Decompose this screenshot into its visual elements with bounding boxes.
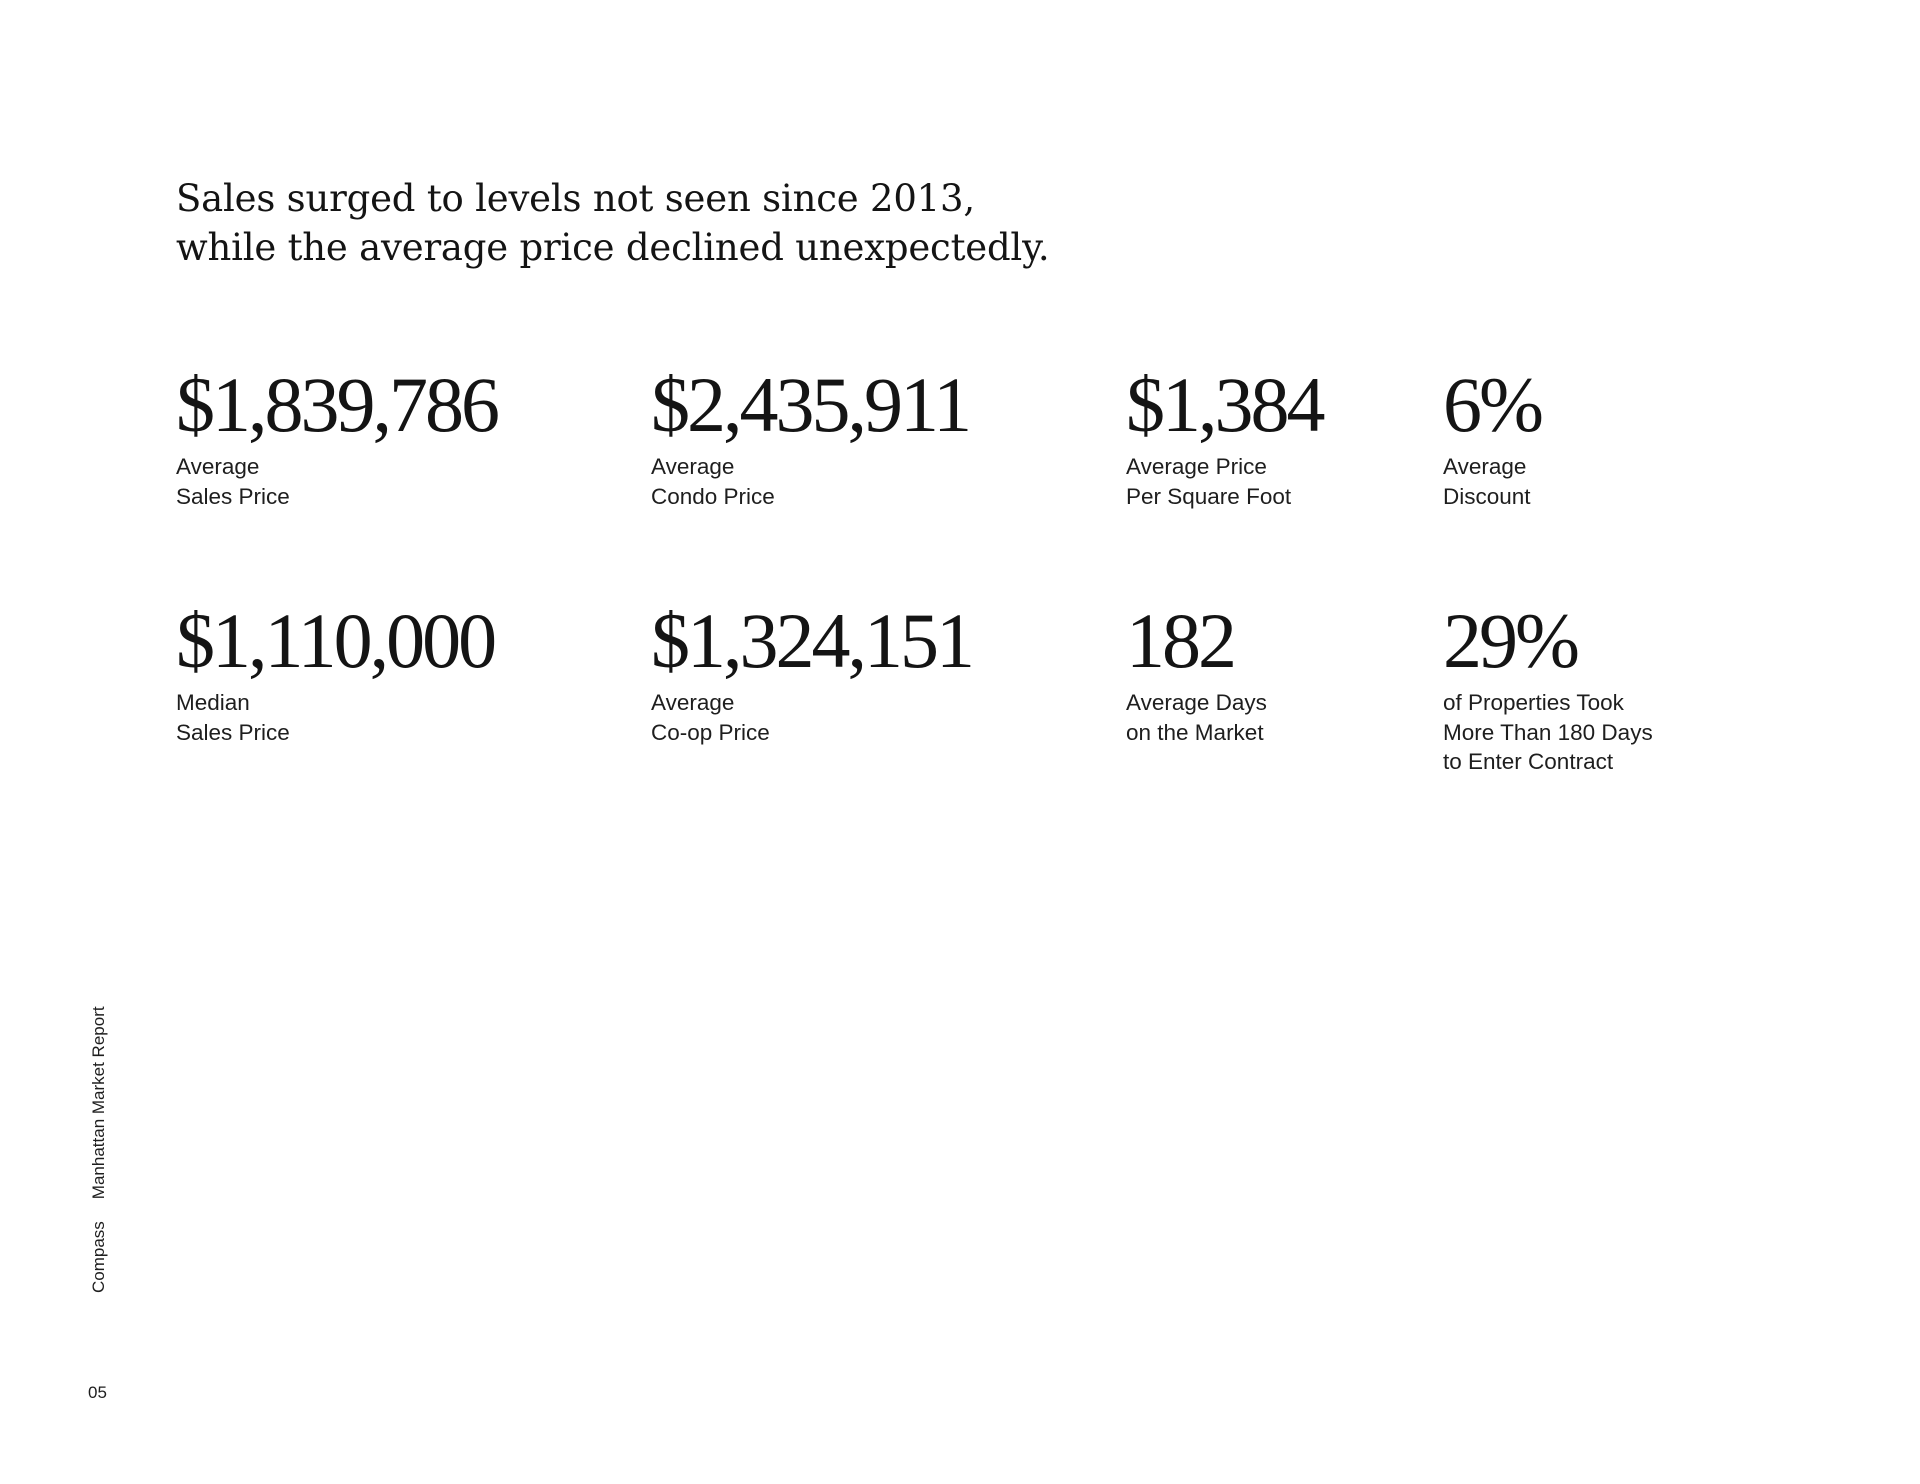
stat-average-discount: [1443, 361, 1743, 511]
stat-label: [1126, 452, 1426, 511]
headline-line-1: Sales surged to levels not seen since 2013,: [176, 177, 975, 220]
stat-label: [1126, 688, 1426, 747]
stat-label: [1443, 688, 1743, 777]
stat-average-condo-price: [651, 361, 970, 511]
page-number: 05: [88, 1383, 107, 1402]
stat-average-price-per-square-foot: [1126, 361, 1426, 511]
stat-median-sales-price: [176, 597, 495, 747]
stat-label-line: to Enter Contract: [1443, 749, 1614, 774]
stat-label: [1443, 452, 1743, 511]
stat-label-line: Average Price: [1126, 454, 1267, 479]
stat-label-line: Co-op Price: [651, 719, 770, 745]
stat-value: $1,839,786: [176, 361, 497, 448]
stat-average-coop-price: [651, 597, 972, 747]
report-title: Manhattan Market Report: [89, 1006, 108, 1200]
stat-average-days-on-market: [1126, 597, 1426, 747]
stat-properties-over-180-days: [1443, 597, 1743, 777]
headline-line-2: while the average price declined unexpectedly.: [176, 226, 1050, 269]
stat-label-line: Per Square Foot: [1126, 483, 1292, 509]
stat-label-line: Average: [1443, 454, 1527, 479]
stat-label: [651, 452, 951, 511]
brand-name: Compass: [89, 1221, 108, 1293]
stat-value: $1,384: [1126, 361, 1323, 448]
stat-value: $1,110,000: [176, 597, 495, 684]
stat-label: [176, 688, 476, 747]
stat-label-line: Sales Price: [176, 719, 290, 745]
stat-label: [651, 688, 951, 747]
stat-value: 6%: [1443, 361, 1541, 448]
stat-label-line: on the Market: [1126, 719, 1264, 745]
stat-label-line: Condo Price: [651, 483, 775, 509]
page-headline: [176, 174, 1049, 272]
stat-average-sales-price: [176, 361, 497, 511]
stat-label-line: Discount: [1443, 483, 1531, 509]
stat-value: 29%: [1443, 597, 1577, 684]
stat-label: [176, 452, 476, 511]
stat-label-line: Average: [176, 454, 260, 479]
stat-label-line: Average: [651, 454, 735, 479]
stat-value: $2,435,911: [651, 361, 970, 448]
stat-label-line: More Than 180 Days: [1443, 719, 1653, 745]
stat-label-line: Average: [651, 690, 735, 715]
stat-label-line: Average Days: [1126, 690, 1267, 715]
stat-label-line: of Properties Took: [1443, 690, 1624, 715]
stat-value: 182: [1126, 597, 1234, 684]
stat-label-line: Median: [176, 690, 250, 715]
stat-value: $1,324,151: [651, 597, 972, 684]
stat-label-line: Sales Price: [176, 483, 290, 509]
sidebar-report-label: [89, 1006, 109, 1293]
